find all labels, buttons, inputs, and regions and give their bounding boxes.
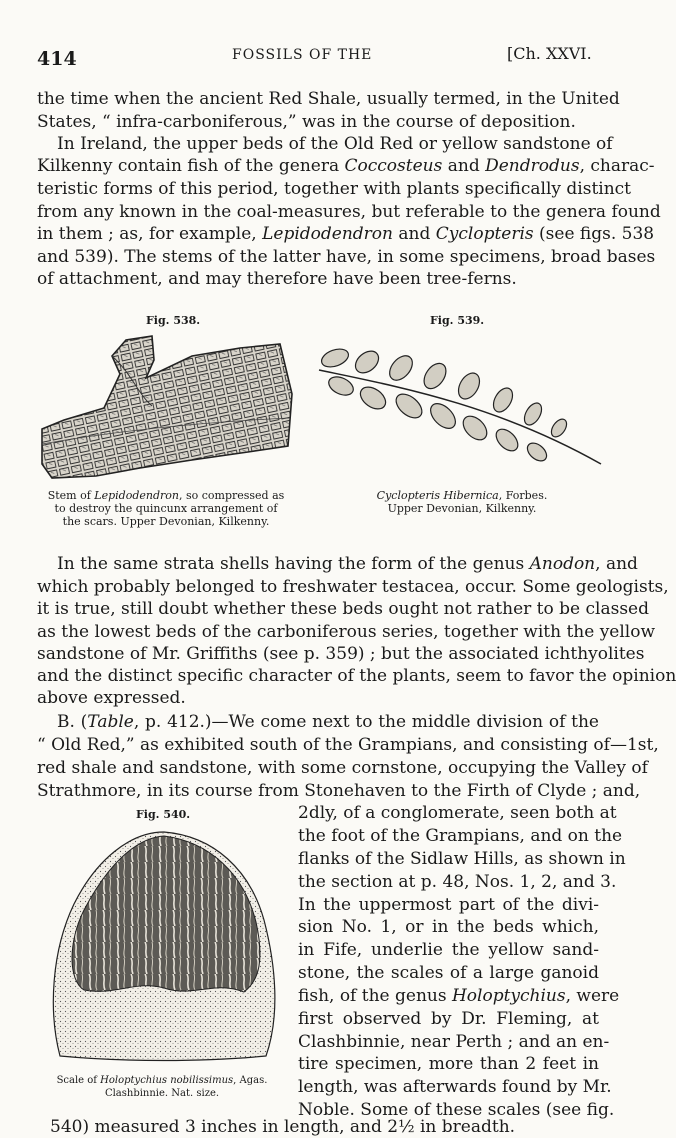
text-line <box>298 985 620 1007</box>
text-line: red shale and sandstone, with some cornstone, occupying the Valley of <box>37 758 648 778</box>
text: and <box>392 224 436 244</box>
genus-name: Lepidodendron <box>94 489 179 502</box>
text-line: Clashbinnie, near Perth ; and an en- <box>298 1032 610 1052</box>
text-line: In Ireland, the upper beds of the Old Red or yellow sandstone of <box>57 134 613 154</box>
figure-caption <box>30 1074 294 1100</box>
text: and <box>442 156 486 176</box>
text: In the same strata shells having the form of the genus <box>57 554 530 574</box>
text: (see figs. 538 <box>533 224 655 244</box>
text-line: States, “ infra-carboniferous,” was in the course of deposition. <box>37 112 576 132</box>
text-line: the section at p. 48, Nos. 1, 2, and 3. <box>298 872 617 892</box>
text: B. ( <box>57 712 88 732</box>
caption-line: to destroy the quincunx arrangement of <box>54 502 278 515</box>
text-line: sandstone of Mr. Griffiths (see p. 359) ; but the associated ichthyolites <box>37 644 645 664</box>
genus-name: Lepidodendron <box>262 224 393 244</box>
text: , charac- <box>579 156 655 176</box>
text-line: Noble. Some of these scales (see fig. <box>298 1100 615 1120</box>
text-line: length, was afterwards found by Mr. <box>298 1077 612 1097</box>
page-number: 414 <box>37 48 77 70</box>
text: fish, of the genus <box>298 986 452 1006</box>
text-line: it is true, still doubt whether these beds ought not rather to be classed <box>37 599 649 619</box>
text-line: and the distinct specific character of the plants, seem to favor the opinion <box>37 666 676 686</box>
text-line: “ Old Red,” as exhibited south of the Grampians, and consisting of—1st, <box>37 735 659 755</box>
genus-name: Anodon <box>529 554 596 574</box>
figure-label: Fig. 540. <box>136 808 191 821</box>
figure-caption <box>330 489 594 515</box>
text-line: 540) measured 3 inches in length, and 2½ in breadth. <box>50 1117 516 1137</box>
text-line: first observed by Dr. Fleming, at <box>298 1009 599 1029</box>
holoptychius-scale-illustration <box>44 830 284 1062</box>
text-line: sion No. 1, or in the beds which, <box>298 917 599 937</box>
text-line: flanks of the Sidlaw Hills, as shown in <box>298 849 626 869</box>
figure-caption <box>34 489 298 528</box>
text: , were <box>565 986 620 1006</box>
figure-label: Fig. 539. <box>430 314 485 327</box>
text-line: the time when the ancient Red Shale, usually termed, in the United <box>37 89 620 109</box>
text: in them ; as, for example, <box>37 224 263 244</box>
text-line: from any known in the coal-measures, but referable to the genera found <box>37 202 661 222</box>
text-line <box>57 553 638 575</box>
text-line: which probably belonged to freshwater testacea, occur. Some geologists, <box>37 577 669 597</box>
text: , Forbes. <box>498 489 548 502</box>
text-line: Strathmore, in its course from Stonehaven to the Firth of Clyde ; and, <box>37 781 641 801</box>
text-line: and 539). The stems of the latter have, in some specimens, broad bases <box>37 247 656 267</box>
caption-line <box>330 489 594 502</box>
running-title: FOSSILS OF THE <box>232 47 373 63</box>
caption-line <box>30 1074 294 1087</box>
lepidodendron-stem-illustration <box>42 334 292 484</box>
chapter-label: [Ch. XXVI. <box>507 44 592 63</box>
cyclopteris-frond-illustration <box>315 340 605 470</box>
text-line: stone, the scales of a large ganoid <box>298 963 599 983</box>
genus-name: Cyclopteris <box>435 224 534 244</box>
text-line: as the lowest beds of the carboniferous series, together with the yellow <box>37 622 656 642</box>
text-line: the foot of the Grampians, and on the <box>298 826 623 846</box>
text: , so compressed as <box>178 489 285 502</box>
species-name: Cyclopteris Hibernica <box>376 489 499 502</box>
text-line <box>57 711 599 733</box>
text: , p. 412.)—We come next to the middle division of the <box>133 712 599 732</box>
text-line: tire specimen, more than 2 feet in <box>298 1054 599 1074</box>
text: , and <box>595 554 638 574</box>
text-line: above expressed. <box>37 688 186 708</box>
table-ref: Table <box>87 712 134 732</box>
caption-line: the scars. Upper Devonian, Kilkenny. <box>62 515 270 528</box>
text-line: of attachment, and may therefore have been tree-ferns. <box>37 269 517 289</box>
text: , Agas. <box>233 1075 268 1086</box>
text-line <box>37 223 655 245</box>
caption-line: Clashbinnie. Nat. size. <box>104 1088 220 1099</box>
text-line: teristic forms of this period, together with plants specifically distinct <box>37 179 632 199</box>
genus-name: Coccosteus <box>344 156 443 176</box>
text: Kilkenny contain fish of the genera <box>37 156 345 176</box>
text: Stem of <box>47 489 95 502</box>
text-line: in Fife, underlie the yellow sand- <box>298 940 599 960</box>
text-line: 2dly, of a conglomerate, seen both at <box>298 803 617 823</box>
genus-name: Dendrodus <box>485 156 580 176</box>
species-name: Holoptychius nobilissimus <box>100 1075 234 1086</box>
figure-label: Fig. 538. <box>146 314 201 327</box>
text-line: In the uppermost part of the divi- <box>298 895 599 915</box>
caption-line: Upper Devonian, Kilkenny. <box>387 502 537 515</box>
genus-name: Holoptychius <box>451 986 566 1006</box>
caption-line <box>34 489 298 502</box>
text-line <box>37 155 655 177</box>
text: Scale of <box>56 1075 101 1086</box>
